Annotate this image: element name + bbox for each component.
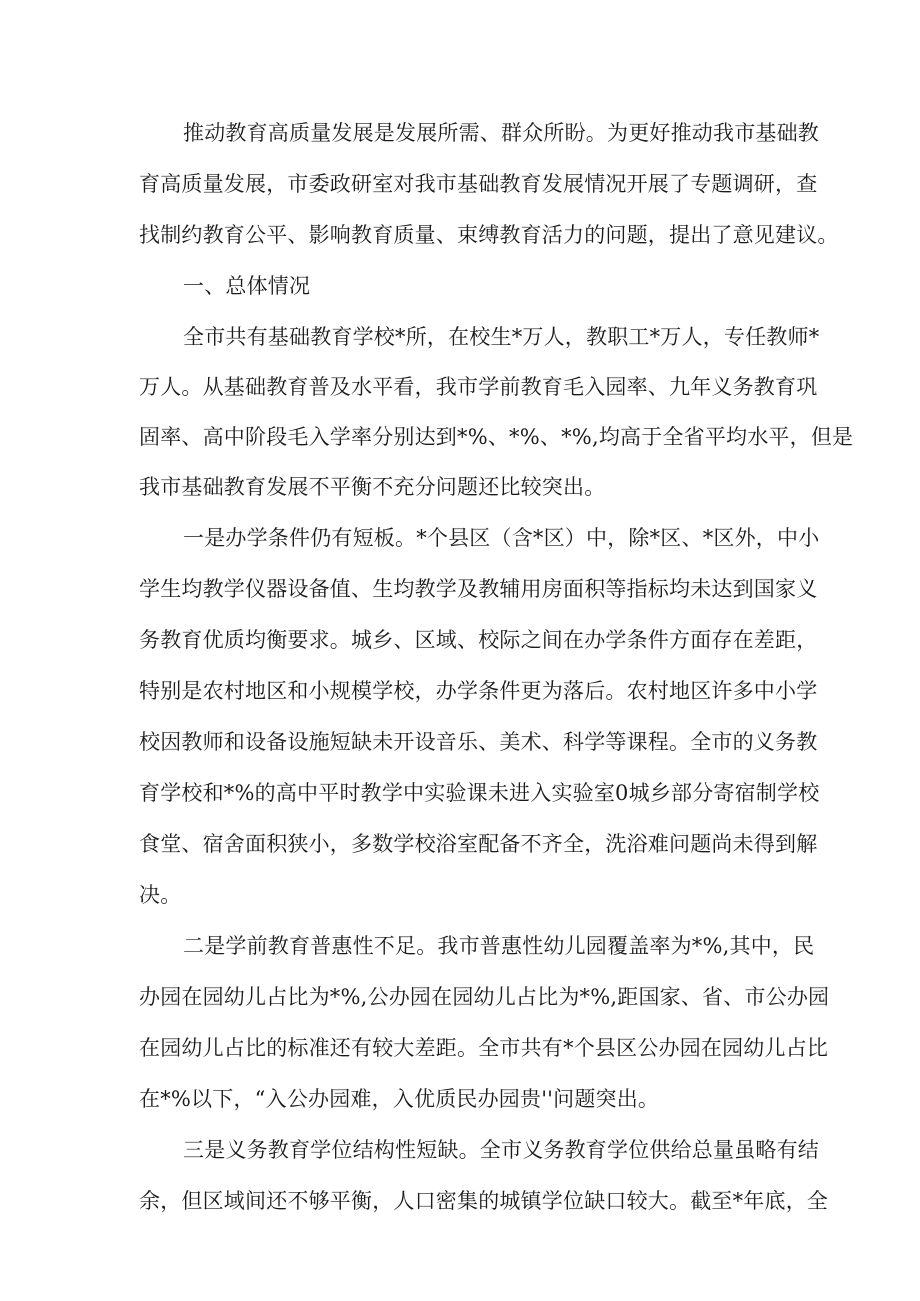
issue-1-line-6: 育学校和*%的高中平时教学中实验课未进入实验室0城乡部分寄宿制学校 xyxy=(139,781,820,805)
intro-line-1: 推动教育高质量发展是发展所需、群众所盼。为更好推动我市基础教 xyxy=(183,121,819,145)
issue-3-line-1: 三是义务教育学位结构性短缺。全市义务教育学位供给总量虽略有结 xyxy=(183,1138,819,1162)
overview-line-3: 固率、高中阶段毛入学率分别达到*%、*%、*%,均高于全省平均水平，但是 xyxy=(139,425,854,449)
issue-2-line-1: 二是学前教育普惠性不足。我市普惠性幼儿园覆盖率为*%,其中，民 xyxy=(183,934,815,958)
issue-1-line-2: 学生均教学仪器设备值、生均教学及教辅用房面积等指标均未达到国家义 xyxy=(139,577,818,601)
issue-1-line-1: 一是办学条件仍有短板。*个县区（含*区）中，除*区、*区外，中小 xyxy=(183,526,820,550)
intro-line-2: 育高质量发展，市委政研室对我市基础教育发展情况开展了专题调研，查 xyxy=(139,172,818,196)
issue-2-line-3: 在园幼儿占比的标准还有较大差距。全市共有*个县区公办园在园幼儿占比 xyxy=(139,1036,829,1060)
issue-1-line-3: 务教育优质均衡要求。城乡、区域、校际之间在办学条件方面存在差距， xyxy=(139,628,818,652)
issue-3-line-2: 余，但区域间还不够平衡，人口密集的城镇学位缺口较大。截至*年底，全 xyxy=(139,1189,829,1213)
overview-line-4: 我市基础教育发展不平衡不充分问题还比较突出。 xyxy=(139,475,606,499)
overview-line-2: 万人。从基础教育普及水平看，我市学前教育毛入园率、九年义务教育巩 xyxy=(139,375,818,399)
overview-line-1: 全市共有基础教育学校*所，在校生*万人，教职工*万人，专任教师* xyxy=(183,325,820,349)
issue-1-line-4: 特别是农村地区和小规模学校，办学条件更为落后。农村地区许多中小学 xyxy=(139,679,818,703)
issue-1-line-5: 校因教师和设备设施短缺未开设音乐、美术、科学等课程。全市的义务教 xyxy=(139,730,818,754)
intro-line-3: 找制约教育公平、影响教育质量、束缚教育活力的问题，提出了意见建议。 xyxy=(139,223,839,247)
issue-1-line-7: 食堂、宿舍面积狭小，多数学校浴室配备不齐全，洗浴难问题尚未得到解 xyxy=(139,832,818,856)
issue-1-line-8: 决。 xyxy=(139,883,182,907)
issue-2-line-4: 在*%以下，“入公办园难，入优质民办园贵''问题突出。 xyxy=(139,1087,660,1111)
section-heading: 一、总体情况 xyxy=(183,274,311,298)
issue-2-line-2: 办园在园幼儿占比为*%,公办园在园幼儿占比为*%,距国家、省、市公办园 xyxy=(139,985,830,1009)
